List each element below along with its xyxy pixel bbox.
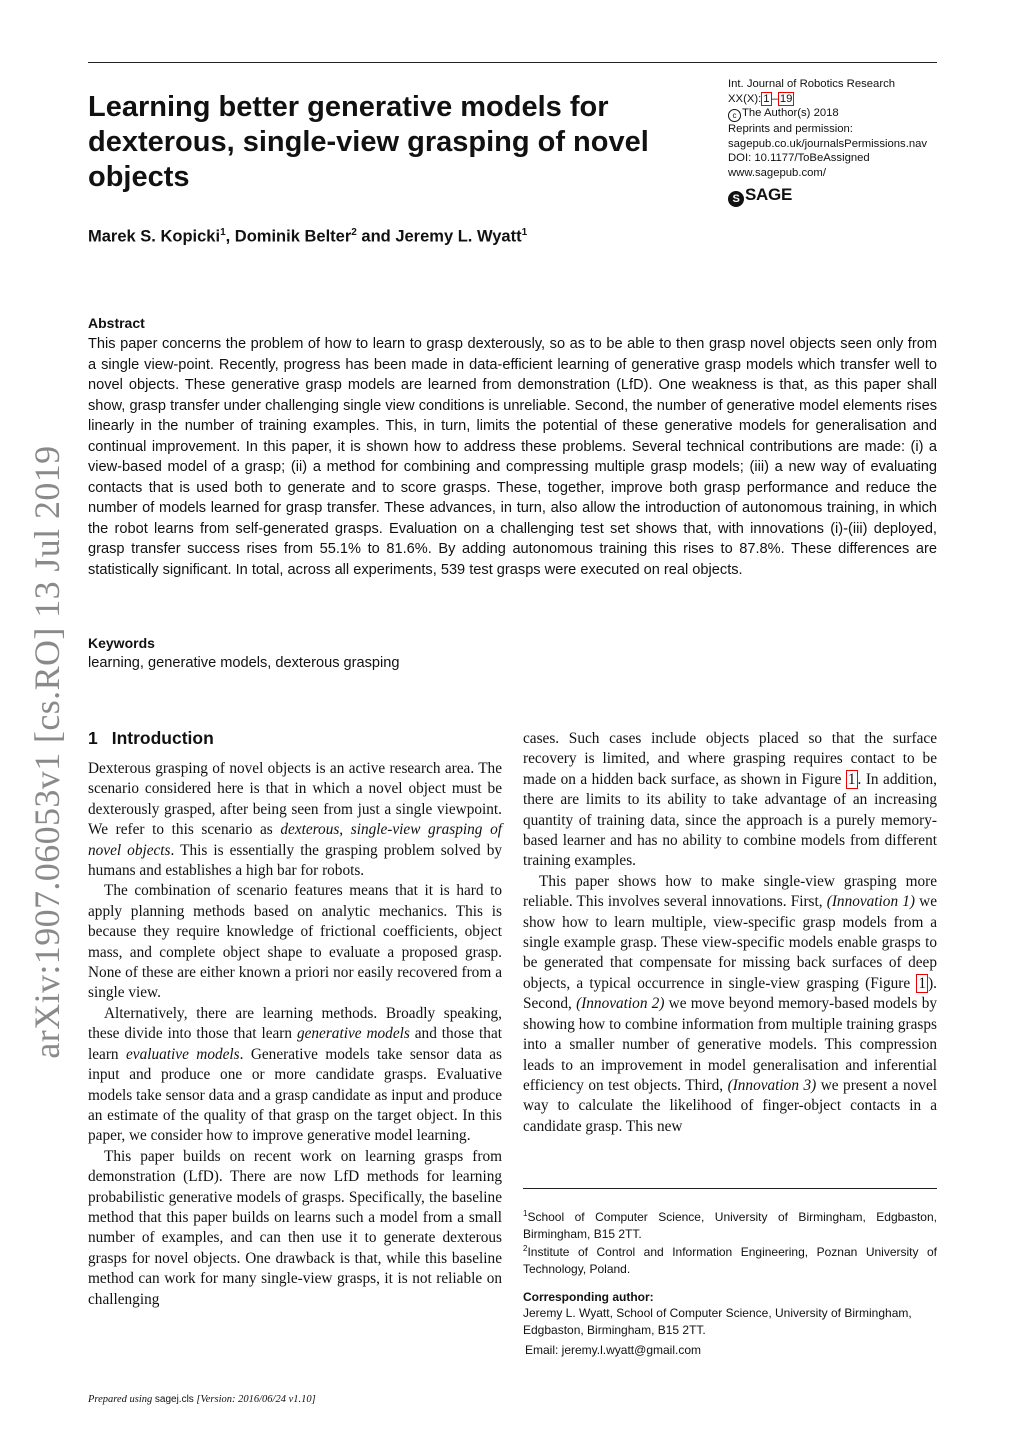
section-heading bbox=[88, 728, 214, 749]
corresponding-heading: Corresponding author: bbox=[523, 1290, 654, 1304]
section-number: 1 bbox=[88, 728, 98, 748]
footnote-rule bbox=[523, 1188, 937, 1189]
top-rule bbox=[88, 62, 937, 63]
figure-link[interactable]: 1 bbox=[918, 974, 927, 992]
journal-copyright: c The Author(s) 2018 bbox=[728, 106, 943, 122]
page-start-link[interactable]: 1 bbox=[763, 92, 770, 105]
paragraph: cases. Such cases include objects placed so that the surface recovery is limited, and where grasping requires contact to be made on a hidden back surface, as shown in Figure 1 . In addition, there are limits to its ability to take advantage of an increasing quantity of training data, since the approach is a purely memory-based learner and has no ability to combine models from different training examples. bbox=[523, 730, 937, 870]
footnote-2: $^2$Institute of Control and Information Engineering, Poznan University of Technology, Poland. bbox=[523, 1244, 937, 1276]
paragraph: Dexterous grasping of novel objects is an active research area. The scenario considered here is that in which a novel object must be dexterously grasped, after being seen from just a single viewpoint. We refer to this scenario as dexterous, single-view grasping of novel objects. This is essentially the grasping problem solved by humans and establishes a high bar for robots. bbox=[88, 760, 502, 880]
copyright-icon: c bbox=[728, 109, 741, 122]
author-affiliation: 2 bbox=[351, 227, 357, 238]
footnote-1: $^1$School of Computer Science, University of Birmingham, Edgbaston, Birmingham, B15 2TT. bbox=[523, 1209, 937, 1241]
author: Jeremy L. Wyatt bbox=[395, 227, 522, 246]
journal-reprints: Reprints and permission: bbox=[728, 123, 853, 136]
sage-logo: S SAGE bbox=[728, 185, 792, 205]
page-end-link[interactable]: 19 bbox=[779, 92, 793, 105]
abstract-heading: Abstract bbox=[88, 315, 145, 331]
left-column bbox=[88, 759, 502, 1310]
keywords-text: learning, generative models, dexterous grasping bbox=[88, 655, 400, 671]
journal-pages: XX(X): 1 – 19 bbox=[728, 92, 793, 105]
author-affiliation: 1 bbox=[521, 227, 528, 238]
journal-doi: DOI: 10.1177/ToBeAssigned bbox=[728, 152, 870, 165]
paragraph: The combination of scenario features means that it is hard to apply planning methods based on analytic mechanics. This is because they require knowledge of frictional coefficients, object mass, and complete object shape to evaluate a proposed grasp. None of these are either known a priori nor easily recovered from a single view. bbox=[88, 882, 502, 1002]
author-list: Marek S. Kopicki$^1$, Dominik Belter$^2$ and Jeremy L. Wyatt$^1$ bbox=[88, 227, 528, 246]
author: Marek S. Kopicki bbox=[88, 227, 221, 246]
sage-emblem-icon: S bbox=[728, 191, 744, 207]
author-affiliation: 1 bbox=[220, 227, 226, 238]
figure-link[interactable]: 1 bbox=[847, 770, 856, 788]
keywords-heading: Keywords bbox=[88, 635, 155, 651]
abstract-text: This paper concerns the problem of how to learn to grasp dexterously, so as to be able to then grasp novel objects seen only from a single view-point. Recently, progress has been made in data-efficient learning of generative grasp models which transfer well to novel objects. These generative grasp models are learned from demonstration (LfD). One weakness is that, as this paper shall show, grasp transfer under challenging single view conditions is unreliable. Second, the number of generative model elements rises linearly in the number of training examples. This, in turn, limits the potential of these generative models for generalisation and continual improvement. In this paper, it is shown how to address these problems. Several technical contributions are made: (i) a view-based model of a grasp; (ii) a method for combining and compressing multiple grasp models; (iii) a new way of evaluating contacts that is used both to generate and to score grasps. These, together, improve both grasp performance and reduce the number of models learned for grasp transfer. These advances, in turn, also allow the introduction of autonomous training, in which the robot learns from self-generated grasps. Evaluation on a challenging test set shows that, with innovations (i)-(iii) deployed, grasp transfer success rises from 55.1% to 81.6%. By adding autonomous training this rises to 87.8%. These differences are statistically significant. In total, across all experiments, 539 test grasps were executed on real objects. bbox=[88, 336, 937, 578]
right-column bbox=[523, 729, 937, 1137]
corresponding-text: Jeremy L. Wyatt, School of Computer Science, University of Birmingham, Edgbaston, Birmingham, B15 2TT. bbox=[523, 1306, 912, 1337]
author: Dominik Belter bbox=[234, 227, 352, 246]
corresponding-email[interactable]: Email: jeremy.l.wyatt@gmail.com bbox=[525, 1343, 701, 1357]
journal-website: www.sagepub.com/ bbox=[728, 166, 826, 179]
paragraph: Alternatively, there are learning methods. Broadly speaking, these divide into those that learn generative models and those that learn evaluative models. Generative models take sensor data as input and produce one or more candidate grasps. Evaluative models take sensor data and a grasp candidate as input and produce an estimate of the quality of that grasp on the target object. In this paper, we consider how to improve generative model learning. bbox=[88, 1004, 502, 1145]
journal-name: Int. Journal of Robotics Research bbox=[728, 78, 896, 90]
journal-reprints-url: sagepub.co.uk/journalsPermissions.nav bbox=[728, 137, 928, 150]
arxiv-stamp: arXiv:1907.06053v1 [cs.RO] 13 Jul 2019 bbox=[27, 445, 67, 1059]
journal-info bbox=[728, 77, 943, 181]
paragraph: This paper shows how to make single-view grasping more reliable. This involves several innovations. First, (Innovation 1) we show how to learn multiple, view-specific grasp models from a single example grasp. These view-specific models enable grasps to be generated that compensate for missing back surfaces of deep objects, a typical occurrence in single-view grasping (Figure 1 ). Second, (Innovation 2) we move beyond memory-based models by showing how to combine information from multiple training grasps into a smaller number of generative models. This compression leads to an improvement in model generalisation and inferential efficiency on test objects. Third, (Innovation 3) we present a novel way to calculate the likelihood of finger-object contacts in a candidate grasp. This new bbox=[523, 872, 938, 1135]
paper-title: Learning better generative models for dexterous, single-view grasping of novel objects bbox=[88, 91, 649, 193]
paragraph: This paper builds on recent work on learning grasps from demonstration (LfD). There are now LfD methods for learning probabilistic generative models of grasps. Specifically, the baseline method that this paper builds on learns such a model from a small number of examples, and can then use it to generate dexterous grasps for novel objects. One drawback is that, while this baseline method can work for many single-view grasps, it is not reliable on challenging bbox=[88, 1147, 502, 1308]
section-title: Introduction bbox=[111, 728, 214, 748]
page-footer: Prepared using sagej.cls [Version: 2016/06/24 v1.10] bbox=[88, 1394, 316, 1405]
